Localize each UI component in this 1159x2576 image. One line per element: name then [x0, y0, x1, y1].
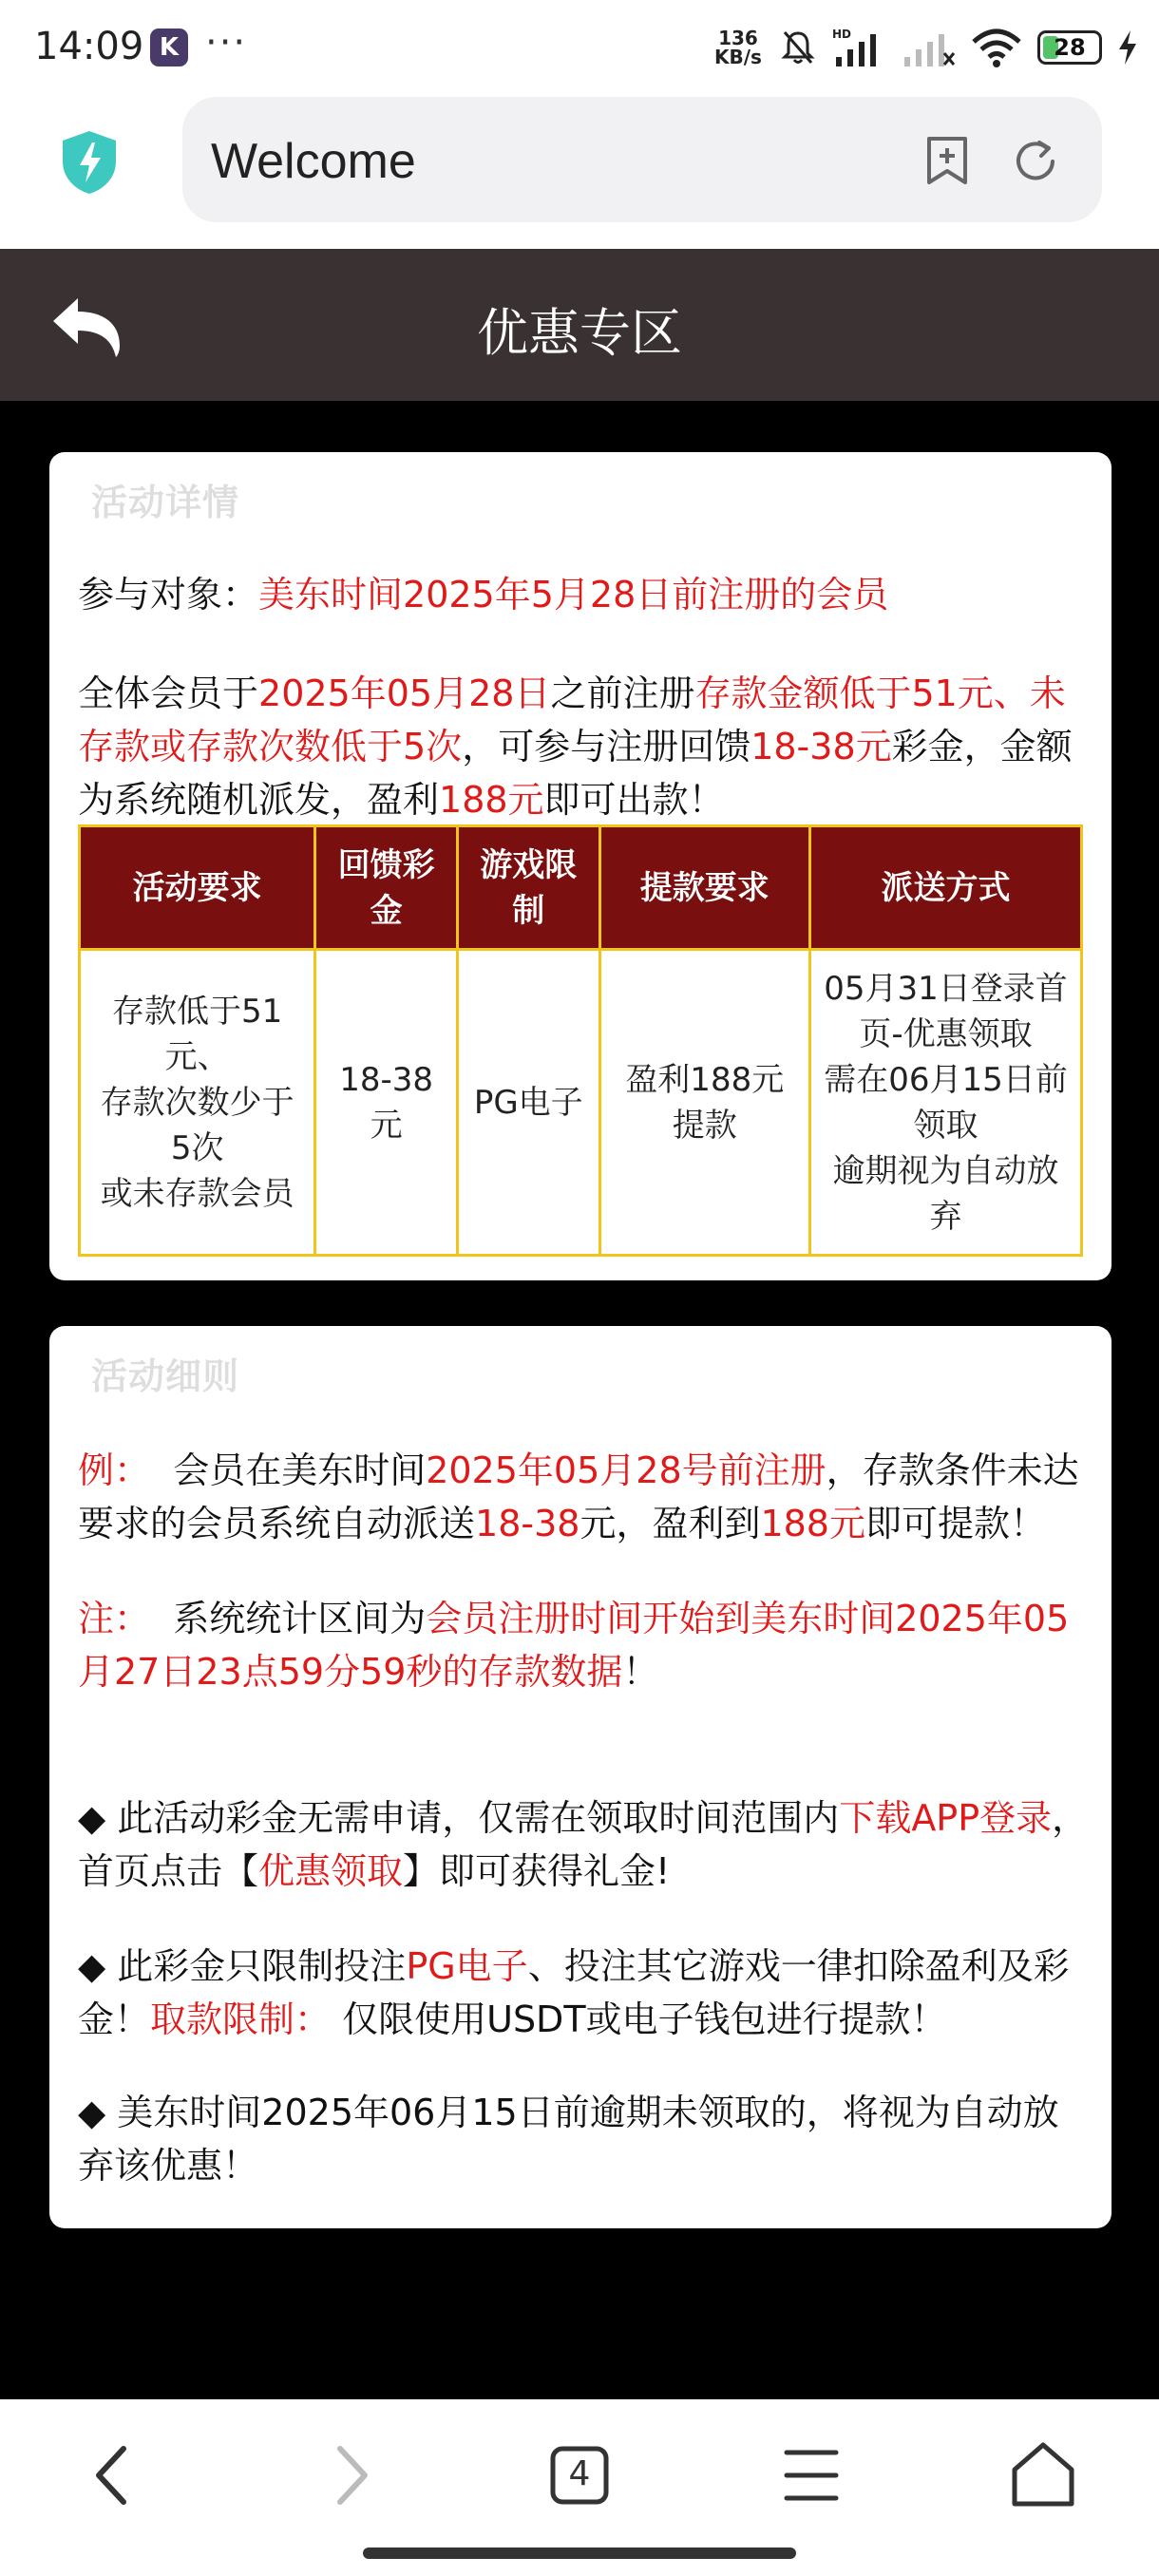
intro-date: 2025年05月28日 — [258, 672, 551, 714]
battery-icon — [1037, 30, 1102, 65]
example-text: 元，盈利到 — [580, 1503, 761, 1544]
signal-icon — [902, 27, 956, 68]
page-title-url[interactable]: Welcome — [211, 134, 416, 189]
example-text: 即可提款！ — [864, 1503, 1046, 1544]
intro-text: 全体会员于 — [78, 672, 259, 714]
intro-text: 之前注册 — [550, 672, 695, 714]
forward-icon[interactable] — [302, 2428, 397, 2523]
svg-text:HD: HD — [832, 28, 852, 41]
mute-icon — [779, 28, 817, 66]
bullet-text: ，首页点击【 — [78, 1797, 1089, 1892]
app-notification-icon: K — [150, 28, 188, 66]
example-paragraph — [78, 1444, 1089, 1550]
intro-profit: 188元 — [439, 779, 544, 821]
note-paragraph — [78, 1592, 1089, 1698]
note-text: 系统统计区间为 — [173, 1598, 427, 1639]
example-label: 例： — [78, 1449, 151, 1491]
bullet-text: 、投注其它游戏一律扣除盈利及彩金！ — [78, 1945, 1070, 2040]
tabs-button[interactable] — [532, 2428, 627, 2523]
page-title: 优惠专区 — [477, 303, 682, 363]
note-range: 会员注册时间开始到美东时间2025年05月27日23点59分59秒的存款数据 — [78, 1598, 1070, 1693]
bullet-highlight: 优惠领取 — [258, 1850, 404, 1892]
battery-level: 28 — [1054, 34, 1086, 61]
more-notifications-icon: ··· — [205, 21, 248, 65]
table-header: 回馈彩金 — [315, 826, 458, 950]
net-speed-unit: KB/s — [714, 46, 762, 68]
bullet-text: 】即可获得礼金! — [403, 1850, 671, 1892]
app-header — [0, 249, 1159, 401]
home-icon[interactable] — [996, 2428, 1091, 2523]
example-text: ，存款条件未达要求的会员系统自动派送 — [78, 1449, 1079, 1544]
bullet-text: ◆ 此活动彩金无需申请，仅需在领取时间范围内 — [78, 1797, 840, 1839]
net-speed — [714, 28, 762, 66]
target-line — [78, 568, 1089, 621]
charging-icon — [1117, 28, 1138, 66]
table-header: 提款要求 — [599, 826, 809, 950]
section-label: 活动详情 — [91, 482, 240, 523]
bullet-highlight: 取款限制： — [150, 1998, 332, 2040]
table-cell: 存款低于51元、 存款次数少于5次 或未存款会员 — [80, 950, 315, 1256]
example-amount: 18-38 — [475, 1503, 580, 1544]
bullet-text: 仅限使用USDT或电子钱包进行提款！ — [342, 1998, 947, 2040]
bullet-expiry — [78, 2086, 1089, 2192]
back-icon[interactable] — [66, 2428, 162, 2523]
section-label: 活动细则 — [91, 1355, 240, 1397]
table-header: 游戏限制 — [457, 826, 599, 950]
bullet-text: ◆ 此彩金只限制投注 — [78, 1945, 407, 1987]
tab-count: 4 — [568, 2454, 591, 2493]
status-time: 14:09 — [34, 25, 144, 68]
hd-signal-icon — [832, 27, 887, 68]
target-value: 美东时间2025年5月28日前注册的会员 — [258, 574, 889, 616]
intro-amount: 18-38元 — [750, 726, 892, 767]
browser-toolbar — [0, 95, 1159, 249]
example-profit: 188元 — [760, 1503, 865, 1544]
bullet-highlight: 下载APP登录 — [839, 1797, 1053, 1839]
example-date: 2025年05月28号前注册 — [426, 1449, 826, 1491]
table-cell: PG电子 — [457, 950, 599, 1256]
note-text: ！ — [622, 1651, 659, 1693]
address-bar[interactable] — [182, 97, 1102, 222]
table-cell: 18-38元 — [315, 950, 458, 1256]
intro-paragraph — [78, 667, 1089, 826]
table-header: 派送方式 — [809, 826, 1081, 950]
table-cell: 05月31日登录首页-优惠领取 需在06月15日前领取 逾期视为自动放弃 — [809, 950, 1081, 1256]
bullet-pg-only — [78, 1940, 1089, 2046]
activity-details-card — [49, 452, 1112, 1280]
table-row — [80, 950, 1082, 1256]
browser-bottom-nav — [0, 2399, 1159, 2576]
wifi-icon — [971, 27, 1022, 68]
table-header: 活动要求 — [80, 826, 315, 950]
promotion-table — [78, 824, 1083, 1257]
reload-icon[interactable] — [1011, 137, 1060, 186]
example-text: 会员在美东时间 — [173, 1449, 427, 1491]
table-cell: 盈利188元提款 — [599, 950, 809, 1256]
security-shield-icon[interactable] — [59, 129, 120, 196]
note-label: 注： — [78, 1598, 151, 1639]
menu-icon[interactable] — [764, 2428, 859, 2523]
net-speed-value: 136 — [718, 27, 758, 49]
target-prefix: 参与对象： — [78, 574, 259, 616]
bullet-highlight: PG电子 — [406, 1945, 528, 1987]
intro-text: 彩金，金额为系统随机派发，盈利 — [78, 726, 1073, 821]
table-header-row — [80, 826, 1082, 950]
gesture-home-bar[interactable] — [363, 2548, 796, 2559]
activity-rules-card — [49, 1326, 1112, 2228]
intro-text: ，可参与注册回馈 — [462, 726, 751, 767]
intro-condition: 存款金额低于51元、未存款或存款次数低于5次 — [78, 672, 1066, 767]
status-icons — [779, 25, 1138, 70]
bullet-no-application — [78, 1791, 1089, 1898]
intro-text: 即可出款！ — [543, 779, 725, 821]
status-bar — [0, 0, 1159, 95]
add-bookmark-icon[interactable] — [923, 135, 971, 186]
bullet-text: ◆ 美东时间2025年06月15日前逾期未领取的，将视为自动放弃该优惠！ — [78, 2092, 1059, 2187]
